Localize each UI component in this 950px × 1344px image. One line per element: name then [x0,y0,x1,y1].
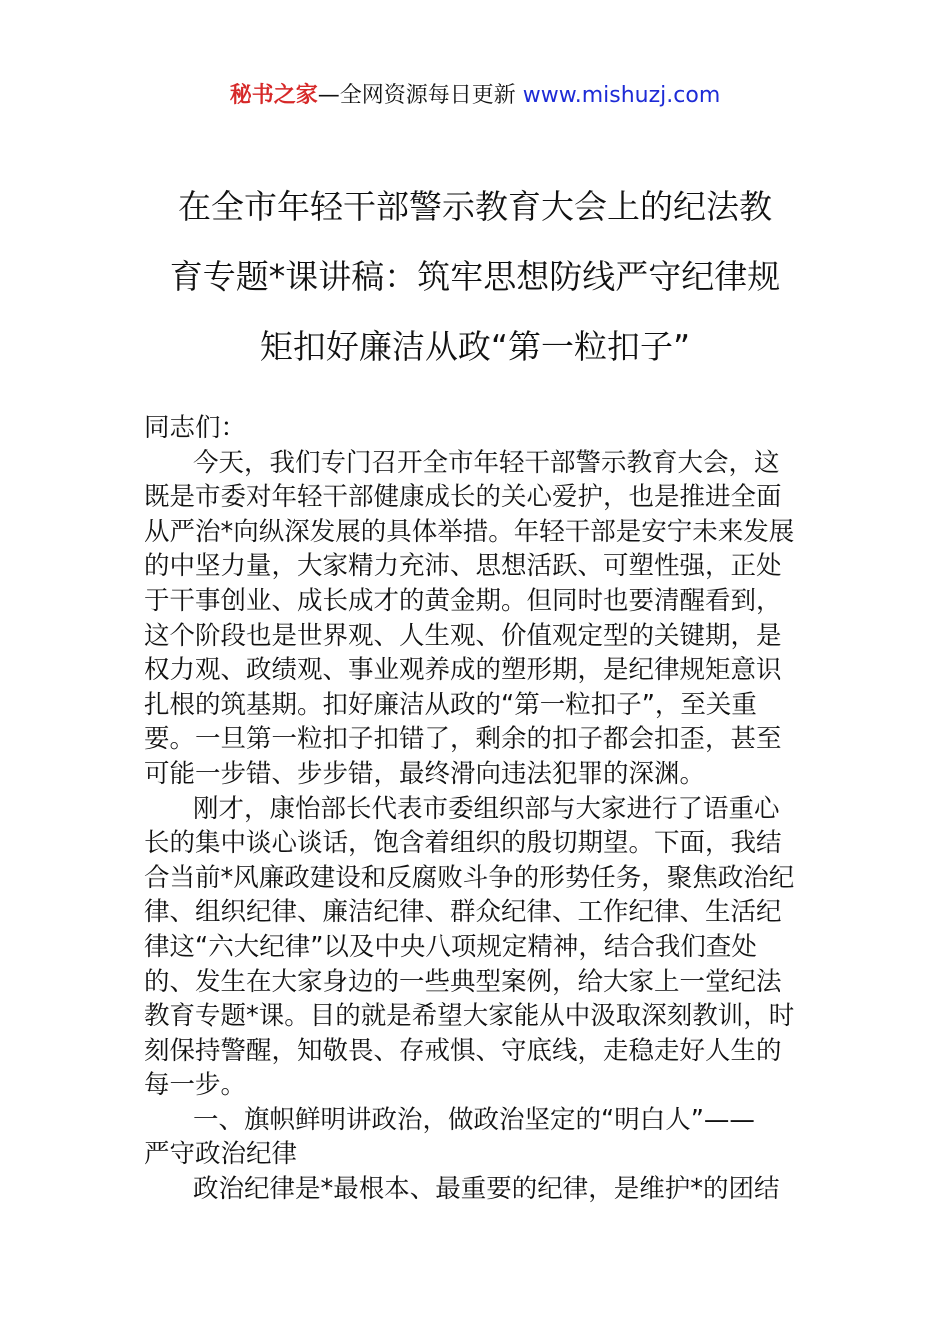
paragraph-line: 扎根的筑基期。扣好廉洁从政的“第一粒扣子”，至关重 [144,689,757,720]
heading-line: 一、旗帜鲜明讲政治，做政治坚定的“明白人”—— [193,1104,755,1135]
paragraph-1 [144,446,808,792]
heading-line: 严守政治纪律 [144,1139,298,1170]
paragraph-line: 刻保持警醒，知敬畏、存戒惧、守底线，走稳走好人生的 [144,1035,782,1066]
paragraph-line: 这个阶段也是世界观、人生观、价值观定型的关键期，是 [144,620,782,651]
paragraph-line: 于干事创业、成长成才的黄金期。但同时也要清醒看到， [144,585,782,616]
paragraph-line: 每一步。 [144,1070,247,1101]
paragraph-line: 既是市委对年轻干部健康成长的关心爱护，也是推进全面 [144,482,782,513]
section-heading-1 [144,1103,808,1172]
salutation-text: 同志们： [144,413,247,443]
paragraph-line: 权力观、政绩观、事业观养成的塑形期，是纪律规矩意识 [144,655,782,686]
site-url-link[interactable]: www.mishuzj.com [522,83,721,108]
paragraph-line: 政治纪律是*最根本、最重要的纪律，是维护*的团结 [193,1174,780,1205]
paragraph-line: 从严治*向纵深发展的具体举措。年轻干部是安宁未来发展 [144,516,795,547]
title-line-3: 矩扣好廉洁从政“第一粒扣子” [259,327,691,366]
paragraph-line: 要。一旦第一粒扣子扣错了，剩余的扣子都会扣歪，甚至 [144,724,782,755]
paragraph-line: 可能一步错、步步错，最终滑向违法犯罪的深渊。 [144,758,706,789]
paragraph-line: 长的集中谈心谈话，饱含着组织的殷切期望。下面，我结 [144,828,782,859]
title-line-2: 育专题*课讲稿：筑牢思想防线严守纪律规 [169,257,781,296]
paragraph-line: 律、组织纪律、廉洁纪律、群众纪律、工作纪律、生活纪 [144,897,782,928]
paragraph-line: 今天，我们专门召开全市年轻干部警示教育大会，这 [193,447,780,478]
paragraph-line: 律这“六大纪律”以及中央八项规定精神，结合我们查处 [144,931,757,962]
document-title [130,172,820,382]
paragraph-line: 合当前*风廉政建设和反腐败斗争的形势任务，聚焦政治纪 [144,862,795,893]
site-tagline: —全网资源每日更新 [317,83,516,108]
paragraph-3 [144,1172,808,1207]
paragraph-line: 教育专题*课。目的就是希望大家能从中汲取深刻教训，时 [144,1001,795,1032]
paragraph-line: 的、发生在大家身边的一些典型案例，给大家上一堂纪法 [144,966,782,997]
title-line-1: 在全市年轻干部警示教育大会上的纪法教 [178,187,772,226]
paragraph-line: 的中坚力量，大家精力充沛、思想活跃、可塑性强，正处 [144,551,782,582]
document-body [144,411,808,1207]
paragraph-2 [144,792,808,1103]
site-brand: 秘书之家 [229,83,318,108]
salutation [144,411,808,446]
site-header [0,80,950,112]
paragraph-line: 刚才，康怡部长代表市委组织部与大家进行了语重心 [193,793,780,824]
